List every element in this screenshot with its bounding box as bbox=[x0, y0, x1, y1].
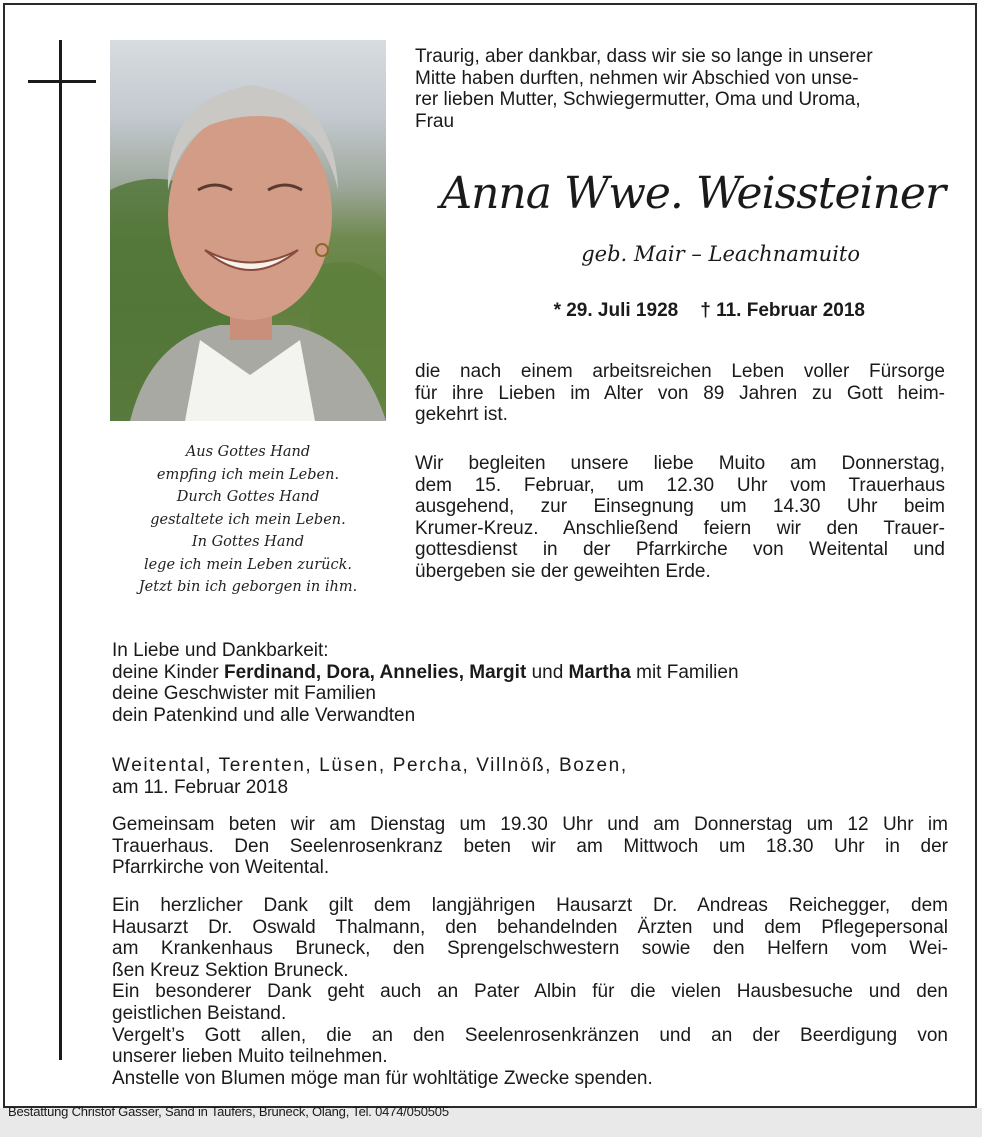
birth-date: * 29. Juli 1928 bbox=[553, 300, 679, 321]
children-last: Martha bbox=[568, 661, 631, 683]
text-line: ßen Kreuz Sektion Bruneck. bbox=[112, 959, 349, 981]
poem-line: Durch Gottes Hand bbox=[176, 489, 320, 505]
place-towns: Weitental, Terenten, Lüsen, Percha, Villnöß, Bozen, bbox=[112, 755, 628, 776]
life-dates bbox=[415, 300, 865, 322]
text-line: gottesdienst in der Pfarrkirche von Weitental und bbox=[415, 539, 945, 561]
text-line: übergeben sie der geweihten Erde. bbox=[415, 560, 711, 582]
text-line: Hausarzt Dr. Oswald Thalmann, den behandelnden Ärzten und dem Pflegepersonal bbox=[112, 916, 948, 938]
cross-icon-bar bbox=[28, 80, 96, 83]
poem-line: In Gottes Hand bbox=[191, 534, 305, 550]
text-line: Pfarrkirche von Weitental. bbox=[112, 857, 330, 879]
poem-line: empfing ich mein Leben. bbox=[156, 466, 340, 483]
mourners bbox=[112, 640, 948, 726]
mourners-siblings: deine Geschwister mit Familien bbox=[112, 683, 376, 705]
text-line: Vergelt’s Gott allen, die an den Seelenrosenkränzen und an der Beerdigung von bbox=[112, 1024, 948, 1046]
intro-text bbox=[415, 46, 945, 132]
portrait-photo bbox=[110, 40, 386, 421]
text-line: ausgehend, zur Einsegnung um 14.30 Uhr beim bbox=[415, 496, 945, 518]
text-line: Trauerhaus. Den Seelenrosenkranz beten wir am Mittwoch um 18.30 Uhr in der bbox=[112, 835, 948, 857]
text-line: am Krankenhaus Bruneck, den Sprengelschwestern sowie den Helfern vom Wei- bbox=[112, 938, 948, 960]
text-line: Anstelle von Blumen möge man für wohltätige Zwecke spenden. bbox=[112, 1067, 653, 1089]
mourners-others: dein Patenkind und alle Verwandten bbox=[112, 704, 416, 726]
text-line: Ein besonderer Dank geht auch an Pater Albin für die vielen Hausbesuche und den bbox=[112, 981, 948, 1003]
intro-line: Frau bbox=[415, 110, 455, 132]
poem-line: lege ich mein Leben zurück. bbox=[143, 556, 353, 573]
life-text bbox=[415, 361, 945, 426]
deceased-name: Anna Wwe. Weissteiner bbox=[440, 168, 945, 219]
text-line: die nach einem arbeitsreichen Leben voller Fürsorge bbox=[415, 361, 945, 382]
poem-line: gestaltete ich mein Leben. bbox=[150, 511, 346, 528]
prayer-text bbox=[112, 814, 948, 879]
place-date-line: am 11. Februar 2018 bbox=[112, 776, 289, 798]
text-line: geistlichen Beistand. bbox=[112, 1002, 287, 1024]
mourners-heading: In Liebe und Dankbarkeit: bbox=[112, 640, 329, 661]
text-line: Wir begleiten unsere liebe Muito am Donnerstag, bbox=[415, 453, 945, 474]
poem-line: Aus Gottes Hand bbox=[185, 444, 311, 460]
birth-name: geb. Mair – Leachnamuito bbox=[581, 242, 860, 266]
children-suffix: mit Familien bbox=[636, 661, 739, 683]
text-line: gekehrt ist. bbox=[415, 404, 508, 426]
children-and: und bbox=[531, 661, 564, 683]
poem bbox=[110, 441, 386, 599]
cross-icon bbox=[59, 40, 62, 1060]
poem-line: Jetzt bin ich geborgen in ihm. bbox=[138, 579, 358, 595]
children-prefix: deine Kinder bbox=[112, 661, 219, 683]
mourners-children bbox=[112, 662, 948, 684]
intro-line: Mitte haben durften, nehmen wir Abschied von unse- bbox=[415, 67, 859, 89]
text-line: Krumer-Kreuz. Anschließend feiern wir den Trauer- bbox=[415, 517, 945, 539]
children-names: Ferdinand, Dora, Annelies, Margit bbox=[223, 661, 527, 683]
text-line: dem 15. Februar, um 12.30 Uhr vom Trauerhaus bbox=[415, 474, 945, 496]
funeral-text bbox=[415, 453, 945, 583]
text-line: für ihre Lieben im Alter von 89 Jahren zu Gott heim- bbox=[415, 382, 945, 404]
thanks-text bbox=[112, 895, 948, 1089]
place-date bbox=[112, 755, 948, 798]
intro-line: Traurig, aber dankbar, dass wir sie so lange in unserer bbox=[415, 46, 873, 67]
funeral-home-footer: Bestattung Christof Gasser, Sand in Taufers, Bruneck, Olang, Tel. 0474/050505 bbox=[8, 1104, 449, 1119]
death-date: † 11. Februar 2018 bbox=[700, 300, 865, 321]
text-line: Ein herzlicher Dank gilt dem langjährigen Hausarzt Dr. Andreas Reichegger, dem bbox=[112, 895, 948, 916]
intro-line: rer lieben Mutter, Schwiegermutter, Oma und Uroma, bbox=[415, 89, 861, 111]
text-line: unserer lieben Muito teilnehmen. bbox=[112, 1046, 388, 1068]
text-line: Gemeinsam beten wir am Dienstag um 19.30 Uhr und am Donnerstag um 12 Uhr im bbox=[112, 814, 948, 835]
